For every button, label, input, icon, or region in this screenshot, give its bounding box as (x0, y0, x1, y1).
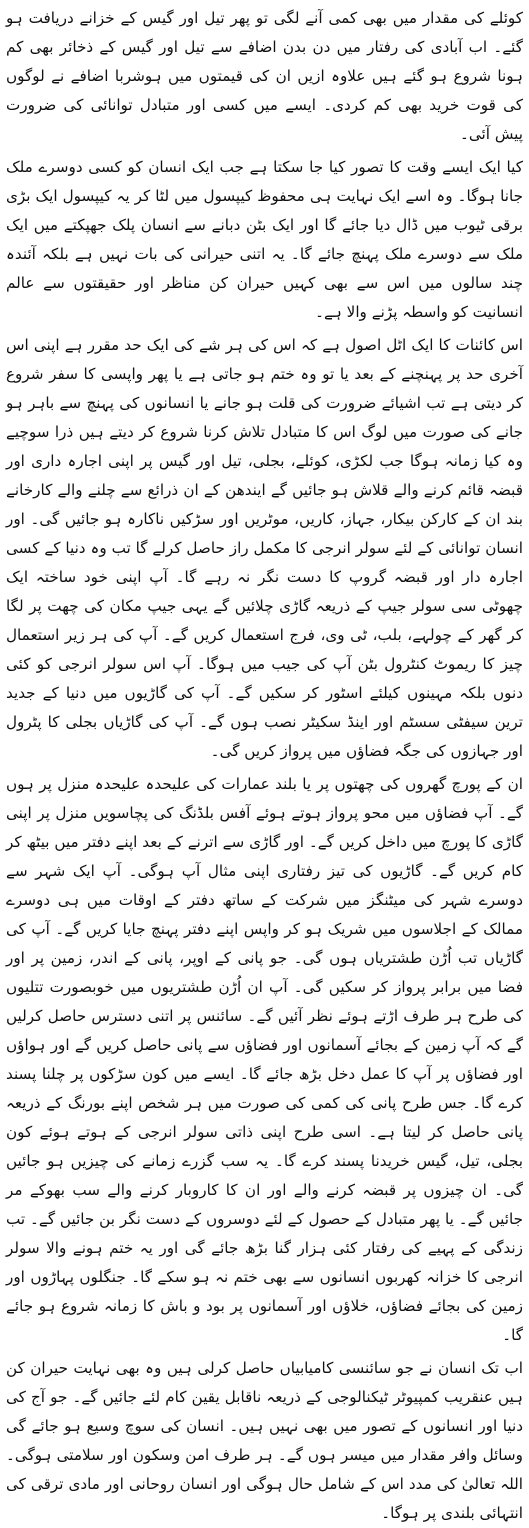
paragraph-2: کیا ایک ایسے وقت کا تصور کیا جا سکتا ہے جب ایک انسان کو کسی دوسرے ملک جانا ہوگا۔ وہ اسے ایک نہایت ہی محفوظ کیپسول میں لٹا کر یہ کیپسول ایک بڑی برقی ٹیوب میں ڈال دیا جائے گا اور ایک بٹن دبانے سے انسان پلک جھپکتے میں ایک ملک سے دوسرے ملک پہنچ جائے گا۔ یہ اتنی حیرانی کی بات نہیں ہے بلکہ آئندہ چند سالوں میں اس سے بھی کہیں حیران کن مناظر اور حقیقتوں سے عالم انسانیت کو واسطہ پڑنے والا ہے۔ (6, 158, 523, 321)
paragraph-1: کوئلے کی مقدار میں بھی کمی آنے لگی تو پھر تیل اور گیس کے خزانے دریافت ہو گئے۔ اب آبادی کی رفتار میں دن بدن اضافے سے تیل اور گیس کے ذخائر بھی کم ہونا شروع ہو گئے ہیں علاوہ ازیں ان کی قیمتوں میں ہوشربا اضافے نے لوگوں کی قوت خرید بھی کم کردی۔ ایسے میں کسی اور متبادل توانائی کی ضرورت پیش آئی۔ (6, 9, 523, 143)
paragraph-4: ان کے پورچ گھروں کی چھتوں پر یا بلند عمارات کی علیحدہ علیحدہ منزل پر ہوں گے۔ آپ فضاؤں میں محو پرواز ہوتے ہوئے آفس بلڈنگ کی پچاسویں منزل پر اپنی گاڑی کا پورچ میں داخل کریں گے۔ اور گاڑی سے اترنے کے بعد اپنے دفتر میں بیٹھ کر کام کریں گے۔ گاڑیوں کی تیز رفتاری اپنی مثال آپ ہوگی۔ آپ ایک شہر سے دوسرے شہر کی میٹنگز میں شرکت کے ساتھ دفتر کے اوقات میں ہی دوسرے ممالک کے اجلاسوں میں شریک ہو کر واپس اپنے دفتر پہنچ جایا کریں گے۔ آپ کی گاڑیاں تب اُڑن طشتریاں ہوں گی۔ جو پانی کے اوپر، پانی کے اندر، زمین پر اور فضا میں برابر پرواز کر سکیں گی۔ آپ ان اُڑن طشتریوں میں خوبصورت تتلیوں کی طرح ہر طرف اڑتے ہوئے نظر آئیں گے۔ سائنس پر اتنی دسترس حاصل کرلیں گے کہ آپ زمین کے بجائے آسمانوں اور فضاؤں سے پانی حاصل کریں گے اور ہواؤں اور فضاؤں پر آپ کا عمل دخل بڑھ جائے گا۔ ایسے میں کون سڑکوں پر چلنا پسند کرے گا۔ جس طرح پانی کی کمی کی صورت میں ہر شخص اپنے بورنگ کے ذریعہ پانی حاصل کر لیتا ہے۔ اسی طرح اپنی ذاتی سولر انرجی کے ہوتے ہوئے کون بجلی، تیل، گیس خریدنا پسند کرے گا۔ یہ سب گزرے زمانے کی چیزیں ہو جائیں گی۔ ان چیزوں پر قبضہ کرنے والے اور ان کا کاروبار کرنے والے سب بھوکے مر جائیں گے۔ یا پھر متبادل کے حصول کے لئے دوسروں کے دست نگر بن جائیں گے۔ تب زندگی کے پہیے کی رفتار کئی ہزار گنا بڑھ جائے گی اور یہ ختم ہونے والا سولر انرجی کا خزانہ کھربوں انسانوں سے بھی ختم نہ ہو سکے گا۔ جنگلوں پہاڑوں اور زمین کی بجائے فضاؤں، خلاؤں اور آسمانوں پر بود و باش کا زمانہ شروع ہو جائے گا۔ (6, 775, 523, 1344)
paragraph-3: اس کائنات کا ایک اٹل اصول ہے کہ اس کی ہر شے کی ایک حد مقرر ہے اپنی اس آخری حد پر پہنچنے کے بعد یا تو وہ ختم ہو جاتی ہے یا پھر واپسی کا سفر شروع کر دیتی ہے تب اشیائے ضرورت کی قلت ہو جانے یا انسانوں کی پہنچ سے باہر ہو جانے کی صورت میں لوگ اس کا متبادل تلاش کرنا شروع کر دیتے ہیں ذرا سوچیے وہ کیا زمانہ ہوگا جب لکڑی، کوئلے، بجلی، تیل اور گیس پر اپنی اجارہ داری اور قبضہ قائم کرنے والے قلاش ہو جائیں گے ایندھن کے ان ذرائع سے چلنے والے کارخانے بند ان کے کارکن بیکار، جہاز، کاریں، موٹریں اور سڑکیں ناکارہ ہو جائیں گی۔ اور انسان توانائی کے لئے سولر انرجی کا مکمل راز حاصل کرلے گا تب وہ دنیا کے کسی اجارہ دار اور قبضہ گروپ کا دست نگر نہ رہے گا۔ آپ اپنی خود ساختہ ایک چھوٹی سی سولر جیپ کے ذریعہ گاڑی چلائیں گے یہی جیپ مکان کی چھت پر لگا کر گھر کے چولہے، بلب، ٹی وی، فرج استعمال کریں گے۔ آپ کی ہر زیر استعمال چیز کا ریموٹ کنٹرول بٹن آپ کی جیب میں ہوگا۔ آپ اس سولر انرجی کو کئی دنوں بلکہ مہینوں کیلئے اسٹور کر سکیں گے۔ آپ کی گاڑیوں میں دنیا کے جدید ترین سیفٹی سسٹم اور اینڈ سکیٹر نصب ہوں گے۔ آپ کی گاڑیاں بجلی کا پٹرول اور جہازوں کی جگہ فضاؤں میں پرواز کریں گی۔ (6, 336, 523, 760)
paragraph-5: اب تک انسان نے جو سائنسی کامیابیاں حاصل کرلی ہیں وہ بھی نہایت حیران کن ہیں عنقریب کمپیوٹر ٹیکنالوجی کے ذریعہ ناقابل یقین کام لئے جائیں گے۔ جو آج کی دنیا اور انسانوں کے تصور میں بھی نہیں ہیں۔ انسان کی سوچ وسیع ہو جائے گی وسائل وافر مقدار میں میسر ہوں گے۔ ہر طرف امن وسکون اور سلامتی ہوگی۔ اللہ تعالیٰ کی مدد اس کے شامل حال ہوگی اور انسان روحانی اور مادی ترقی کی انتہائی بلندی پر ہوگا۔ (6, 1359, 523, 1522)
